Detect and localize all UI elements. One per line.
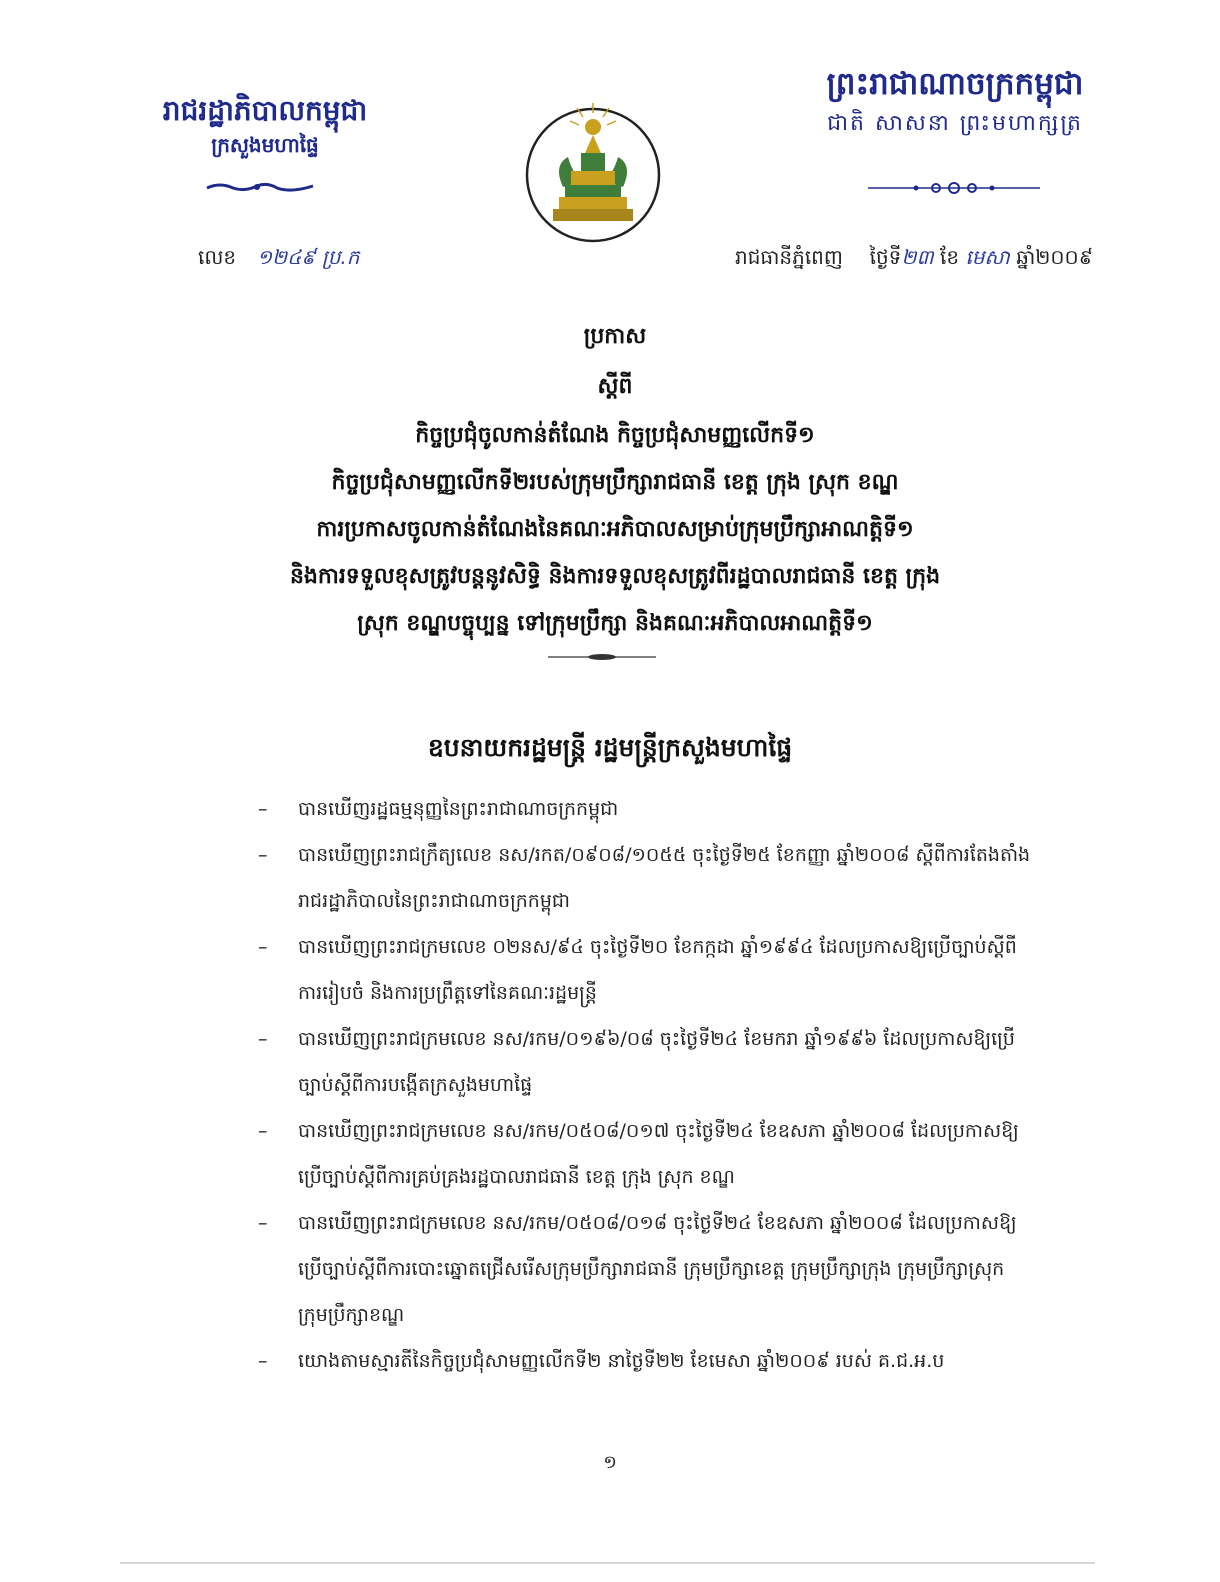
clause-text: ការរៀបចំ និងការប្រព្រឹត្តទៅនៃគណៈរដ្ឋមន្ត្រី xyxy=(298,982,597,1004)
subject-line: ស្រុក ខណ្ឌបច្ចុប្បន្ន ទៅក្រុមប្រឹក្សា និងគណៈអភិបាលអាណត្តិទី១ xyxy=(357,611,873,636)
list-item xyxy=(258,1016,1118,1108)
list-dash: – xyxy=(258,1028,268,1050)
government-name: រាជរដ្ឋាភិបាលកម្ពុជា xyxy=(162,94,368,127)
date-place: រាជធានីភ្នំពេញ xyxy=(735,245,843,269)
reference-label: លេខ xyxy=(198,245,237,269)
proclamation-about: ស្តីពី xyxy=(597,374,633,399)
royal-emblem-icon xyxy=(523,95,663,255)
clause-text: រាជរដ្ឋាភិបាលនៃព្រះរាជាណាចក្រកម្ពុជា xyxy=(298,890,571,912)
clause-text: បានឃើញរដ្ឋធម្មនុញ្ញនៃព្រះរាជាណាចក្រកម្ពុជា xyxy=(298,798,619,820)
clause-text: ប្រើច្បាប់ស្តីពីការបោះឆ្នោតជ្រើសរើសក្រុមប្រឹក្សារាជធានី ក្រុមប្រឹក្សាខេត្ត ក្រុមប្រឹក្សាក្រុង ក្រុមប្រឹក្សាស្រុក xyxy=(298,1258,1005,1280)
list-item xyxy=(258,1108,1118,1200)
clause-text: បានឃើញព្រះរាជក្រមលេខ នស/រកម/០១៩៦/០៨ ចុះថ្ងៃទី២៤ ខែមករា ឆ្នាំ១៩៩៦ ដែលប្រកាសឱ្យប្រើ xyxy=(298,1028,1015,1050)
list-item xyxy=(258,832,1118,924)
list-dash: – xyxy=(258,1350,268,1372)
issuing-authority: ឧបនាយករដ្ឋមន្ត្រី រដ្ឋមន្ត្រីក្រសួងមហាផ្ទៃ xyxy=(427,733,793,762)
page-bottom-edge xyxy=(120,1562,1095,1564)
date-month: មេសា xyxy=(965,245,1010,269)
subject-line: និងការទទួលខុសត្រូវបន្តនូវសិទ្ធិ និងការទទួលខុសត្រូវពីរដ្ឋបាលរាជធានី ខេត្ត ក្រុង xyxy=(289,564,941,589)
kingdom-header xyxy=(800,62,1110,142)
subject-line: កិច្ចប្រជុំសាមញ្ញលើកទី២របស់ក្រុមប្រឹក្សារាជធានី ខេត្ត ក្រុង ស្រុក ខណ្ឌ xyxy=(331,470,899,495)
clause-text: យោងតាមស្មារតីនៃកិច្ចប្រជុំសាមញ្ញលើកទី២ នាថ្ងៃទី២២ ខែមេសា ឆ្នាំ២០០៩ របស់ គ.ជ.អ.ប xyxy=(298,1350,945,1372)
clause-text: ប្រើច្បាប់ស្តីពីការគ្រប់គ្រងរដ្ឋបាលរាជធានី ខេត្ត ក្រុង ស្រុក ខណ្ឌ xyxy=(298,1166,735,1188)
proclamation-title: ប្រកាស xyxy=(583,324,647,349)
date-day: ២៣ xyxy=(901,245,934,269)
list-dash: – xyxy=(258,844,268,866)
date-year: ២០០៩ xyxy=(1035,245,1093,269)
date-line xyxy=(735,244,1093,274)
clause-text: បានឃើញព្រះរាជក្រមលេខ ០២នស/៩៤ ចុះថ្ងៃទី២០ ខែកក្កដា ឆ្នាំ១៩៩៤ ដែលប្រកាសឱ្យប្រើច្បាប់ស្តីពី xyxy=(298,936,1017,958)
list-item xyxy=(258,1338,1118,1384)
list-item xyxy=(258,786,1118,832)
clause-text: ក្រុមប្រឹក្សាខណ្ឌ xyxy=(298,1304,405,1326)
date-year-label: ឆ្នាំ xyxy=(1016,245,1036,269)
page-number: ១ xyxy=(603,1452,617,1473)
clause-text: បានឃើញព្រះរាជក្រមលេខ នស/រកម/០៥០៨/០១៨ ចុះថ្ងៃទី២៤ ខែឧសភា ឆ្នាំ២០០៨ ដែលប្រកាសឱ្យ xyxy=(298,1212,1017,1234)
ministry-header xyxy=(150,92,380,160)
ministry-name: ក្រសួងមហាផ្ទៃ xyxy=(211,133,319,157)
left-ornament-divider xyxy=(205,180,315,194)
list-dash: – xyxy=(258,936,268,958)
reference-value: ១២៤៩ ប្រ.ក xyxy=(256,245,360,269)
subject-line: កិច្ចប្រជុំចូលកាន់តំណែង កិច្ចប្រជុំសាមញ្ញលើកទី១ xyxy=(415,423,815,448)
list-item xyxy=(258,1200,1118,1338)
subject-line: ការប្រកាសចូលកាន់តំណែងនៃគណៈអភិបាលសម្រាប់ក្រុមប្រឹក្សាអាណត្តិទី១ xyxy=(316,517,914,542)
reference-number xyxy=(198,244,359,274)
clause-text: ច្បាប់ស្តីពីការបង្កើតក្រសួងមហាផ្ទៃ xyxy=(298,1074,533,1096)
clause-text: បានឃើញព្រះរាជក្រមលេខ នស/រកម/០៥០៨/០១៧ ចុះថ្ងៃទី២៤ ខែឧសភា ឆ្នាំ២០០៨ ដែលប្រកាសឱ្យ xyxy=(298,1120,1019,1142)
list-dash: – xyxy=(258,1120,268,1142)
national-motto: ជាតិ សាសនា ព្រះមហាក្សត្រ xyxy=(827,111,1083,136)
clause-text: បានឃើញព្រះរាជក្រឹត្យលេខ នស/រកត/០៩០៨/១០៥៥ ចុះថ្ងៃទី២៥ ខែកញ្ញា ឆ្នាំ២០០៨ ស្តីពីការតែងតាំង xyxy=(298,844,1031,866)
center-ornament-divider xyxy=(548,651,656,663)
kingdom-name: ព្រះរាជាណាចក្រកម្ពុជា xyxy=(826,66,1084,102)
right-ornament-divider xyxy=(866,181,1042,195)
list-dash: – xyxy=(258,1212,268,1234)
proclamation-heading xyxy=(170,312,1060,647)
list-item xyxy=(258,924,1118,1016)
list-dash: – xyxy=(258,798,268,820)
date-day-label: ថ្ងៃទី xyxy=(869,245,902,269)
date-month-label: ខែ xyxy=(939,245,960,269)
legal-basis-list xyxy=(258,786,1118,1384)
